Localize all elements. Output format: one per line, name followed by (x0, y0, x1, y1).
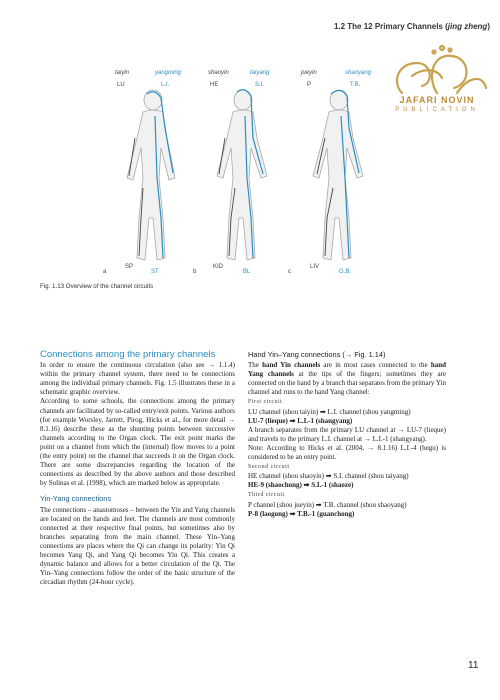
figure-caption: Fig. 1.13 Overview of the channel circuits (40, 283, 154, 290)
circuit-3-line-1: P channel (shou jueyin) ➡ T.B. channel (shou shaoyang) (248, 500, 407, 509)
running-header (300, 22, 490, 31)
abbr-tb: T.B. (350, 82, 361, 88)
page-number: 11 (468, 660, 479, 671)
body-figures (95, 68, 405, 278)
paragraph-1: In order to ensure the continuous circulation (also see → 1.1.4) within the primary channel system, there need to be connections among the individual primary channels. Fig. 1.5 illustrates these in a schematic graphic overview. (40, 361, 235, 397)
header-section: 1.2 The 12 Primary Channels ( (333, 22, 448, 31)
intro-paragraph (248, 361, 446, 397)
abbr-si: S.I. (255, 82, 265, 88)
circuit-2-line-2: HE-9 (shaochong) ➡ S.I.-1 (shaoze) (248, 481, 354, 490)
circuit-1-line-1: LU channel (shou taiyin) ➡ L.I. channel (shou yangming) (248, 407, 411, 416)
intro-b: hand Yin channels (262, 361, 321, 370)
right-heading: Hand Yin–Yang connections (→ Fig. 1.14) (248, 350, 386, 359)
circuit-1-line-3: A branch separates from the primary LU channel at → LU-7 (lieque) and travels to the primary L.I. channel at → L.I.-1 (shangyang). (248, 425, 446, 443)
label-yangming: yangming (155, 70, 182, 76)
fig-letter-b: b (193, 269, 197, 275)
right-column (248, 350, 446, 519)
left-column (40, 350, 235, 587)
label-taiyin: taiyin (115, 70, 130, 76)
intro-d: hand Yang channels (248, 361, 446, 379)
abbr-liv: LIV (310, 264, 320, 270)
paragraph-3: The connections – anastomoses – between the Yin and Yang channels are located on the hands and feet. The channels are most commonly connected at their respective final points, but sometimes also by branches separating from the main channel. These Yin–Yang connections are places where the Qi can change its polarity: Yin Qi becomes Yang Qi, and Yang Qi becomes Yin Qi. This creates a dynamic balance and allows for a better circulation of the Qi. The Yin–Yang connections follow the order of the basic structure of the circadian rhythm (24-hour cycle). (40, 505, 235, 587)
abbr-li: L.I. (161, 82, 170, 88)
circuit-1-title: First circuit (248, 399, 283, 406)
label-taiyang: taiyang (250, 70, 270, 76)
circuit-2-title: Second circuit (248, 464, 290, 471)
logo-line2: PUBLICATION (395, 107, 479, 113)
section-title: Connections among the primary channels (40, 349, 216, 360)
channel-figure (95, 68, 405, 278)
intro-e: at the tips of the fingers; sometimes they are connected on the hand by a branch that separates from the primary Yin channel and runs to the hand Yang channel: (248, 370, 447, 397)
label-shaoyang: shaoyang (345, 70, 372, 76)
logo-line1: JAFARI NOVIN (399, 95, 475, 105)
circuit-2-line-1: HE channel (shou shaoyin) ➡ S.I. channel (shou taiyang) (248, 472, 409, 481)
intro-c: are in most cases connected to the (320, 361, 431, 370)
subsection-title: Yin-Yang connections (40, 494, 112, 504)
fig-letter-c: c (288, 269, 291, 275)
abbr-sp: SP (125, 264, 134, 270)
abbr-he: HE (210, 82, 219, 88)
abbr-bl: BL (243, 269, 251, 275)
label-shaoyin: shaoyin (208, 70, 229, 76)
abbr-p: P (307, 82, 312, 88)
intro-a: The (248, 361, 263, 370)
abbr-gb: G.B. (339, 269, 352, 275)
header-section-italic: jing zheng (447, 22, 488, 31)
circuit-1-line-2: LU-7 (lieque) ➡ L.I.-1 (shangyang) (248, 416, 353, 425)
abbr-lu: LU (117, 82, 125, 88)
fig-letter-a: a (103, 269, 107, 275)
abbr-kid: KID (213, 264, 224, 270)
abbr-st: ST (151, 269, 159, 275)
header-section-end: ) (487, 22, 490, 31)
label-jueyin: jueyin (301, 70, 317, 76)
circuit-1-note: Note: According to Hicks et al. (2004, → 8.1.16) L.I.-4 (hegu) is considered to be an entry point. (248, 443, 446, 462)
circuit-3-title: Third circuit (248, 492, 285, 499)
circuit-3-line-2: P-8 (laogong) ➡ T.B.-1 (guanchong) (248, 509, 355, 518)
paragraph-2: According to some schools, the connections among the primary channels are facilitated by so-called entry/exit points. Various authors (for example Worsley, Jarrett, Pirog, Hicks et al., for more detail → 8.1.16) describe these as the shunting points between successive channels according to the Organ clock. The exit point marks the point on a channel from which the (internal) flow moves to a point (the entry point) on the channel that succeeds it on the Organ clock. There are some discrepancies regarding the location of the connections as described by the above authors and those described by Solinas et al. (1998), which are marked below as appropriate. (40, 397, 235, 488)
